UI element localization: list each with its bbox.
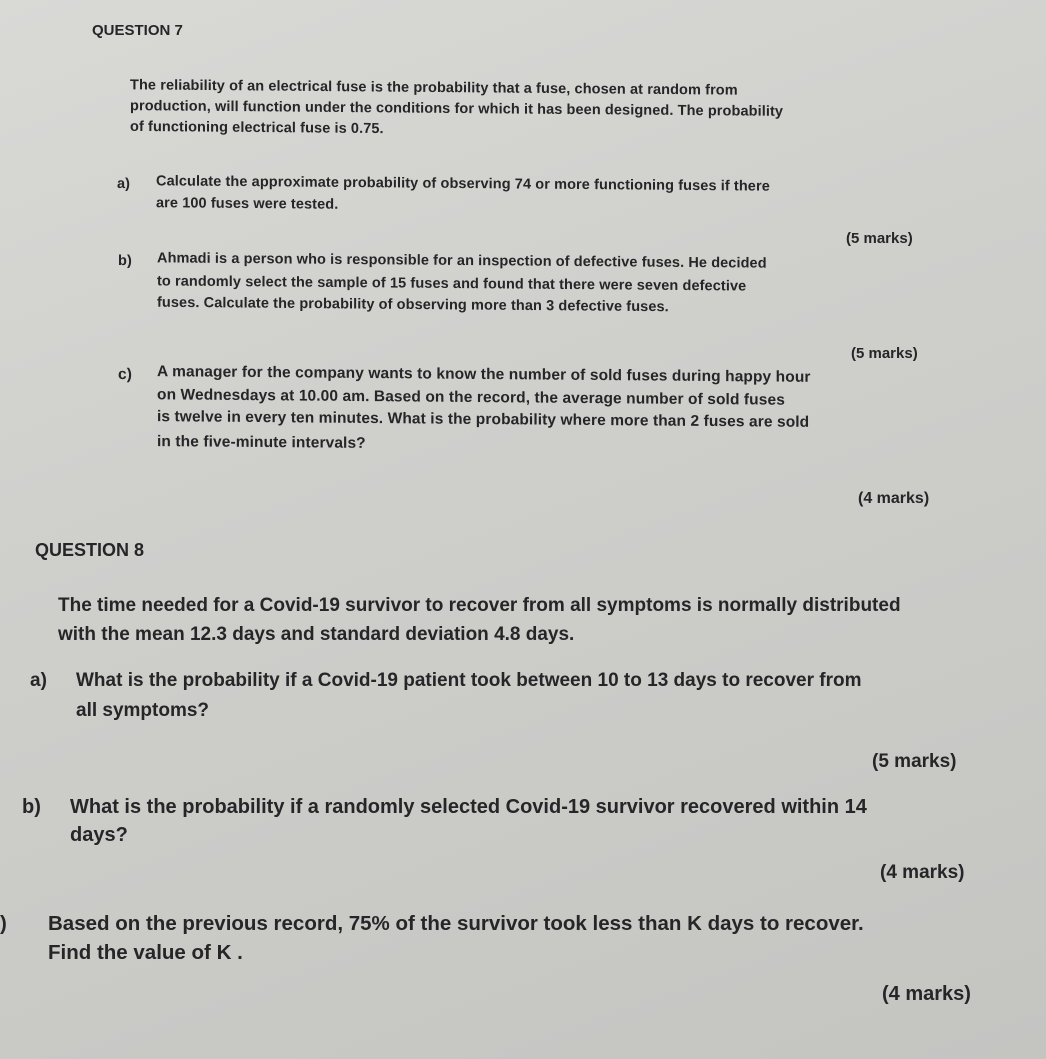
- q7-part-b-marks: (5 marks): [851, 345, 918, 362]
- q7-part-c-marks: (4 marks): [858, 490, 930, 507]
- q7-intro-line: of functioning electrical fuse is 0.75.: [130, 118, 384, 138]
- q8-intro-line: with the mean 12.3 days and standard deviation 4.8 days.: [58, 624, 575, 645]
- q7-intro-line: production, will function under the conditions for which it has been designed. The probability: [130, 98, 784, 120]
- q8-part-b-marks: (4 marks): [880, 862, 965, 883]
- q7-part-a-label: a): [117, 175, 131, 193]
- q7-part-c-line: A manager for the company wants to know the number of sold fuses during happy hour: [157, 363, 811, 386]
- q7-part-b-line: fuses. Calculate the probability of observing more than 3 defective fuses.: [157, 294, 669, 316]
- q7-part-c-label: c): [118, 365, 132, 384]
- q7-part-a-line: Calculate the approximate probability of observing 74 or more functioning fuses if there: [156, 173, 770, 195]
- q7-part-a-line: are 100 fuses were tested.: [156, 195, 339, 213]
- q8-intro-line: The time needed for a Covid-19 survivor to recover from all symptoms is normally distributed: [58, 595, 901, 616]
- q8-part-b-line: What is the probability if a randomly selected Covid-19 survivor recovered within 14: [70, 796, 867, 818]
- q8-part-c-line: Find the value of K .: [48, 941, 243, 964]
- question-7-title: QUESTION 7: [92, 22, 183, 39]
- q7-part-c-line: is twelve in every ten minutes. What is the probability where more than 2 fuses are sold: [157, 408, 810, 431]
- q8-part-c-marks: (4 marks): [882, 983, 971, 1005]
- q7-part-b-line: to randomly select the sample of 15 fuses and found that there were seven defective: [157, 273, 747, 295]
- q8-part-b-label: b): [22, 796, 41, 818]
- q7-part-c-line: on Wednesdays at 10.00 am. Based on the record, the average number of sold fuses: [157, 386, 785, 409]
- q8-part-a-line: What is the probability if a Covid-19 patient took between 10 to 13 days to recover from: [76, 670, 862, 691]
- q7-part-b-label: b): [118, 252, 132, 270]
- q8-part-a-line: all symptoms?: [76, 700, 210, 721]
- question-8-title: QUESTION 8: [35, 540, 145, 560]
- q8-part-c-line: Based on the previous record, 75% of the survivor took less than K days to recover.: [48, 912, 864, 935]
- q7-part-b-line: Ahmadi is a person who is responsible for an inspection of defective fuses. He decided: [157, 250, 767, 272]
- q8-part-a-marks: (5 marks): [872, 751, 957, 772]
- q7-part-a-marks: (5 marks): [846, 230, 913, 247]
- q8-part-b-line: days?: [70, 824, 128, 846]
- q7-intro-line: The reliability of an electrical fuse is the probability that a fuse, chosen at random from: [130, 77, 738, 99]
- q8-part-a-label: a): [30, 670, 47, 691]
- q7-part-c-line: in the five-minute intervals?: [157, 433, 366, 452]
- q8-part-c-label: ): [0, 912, 7, 935]
